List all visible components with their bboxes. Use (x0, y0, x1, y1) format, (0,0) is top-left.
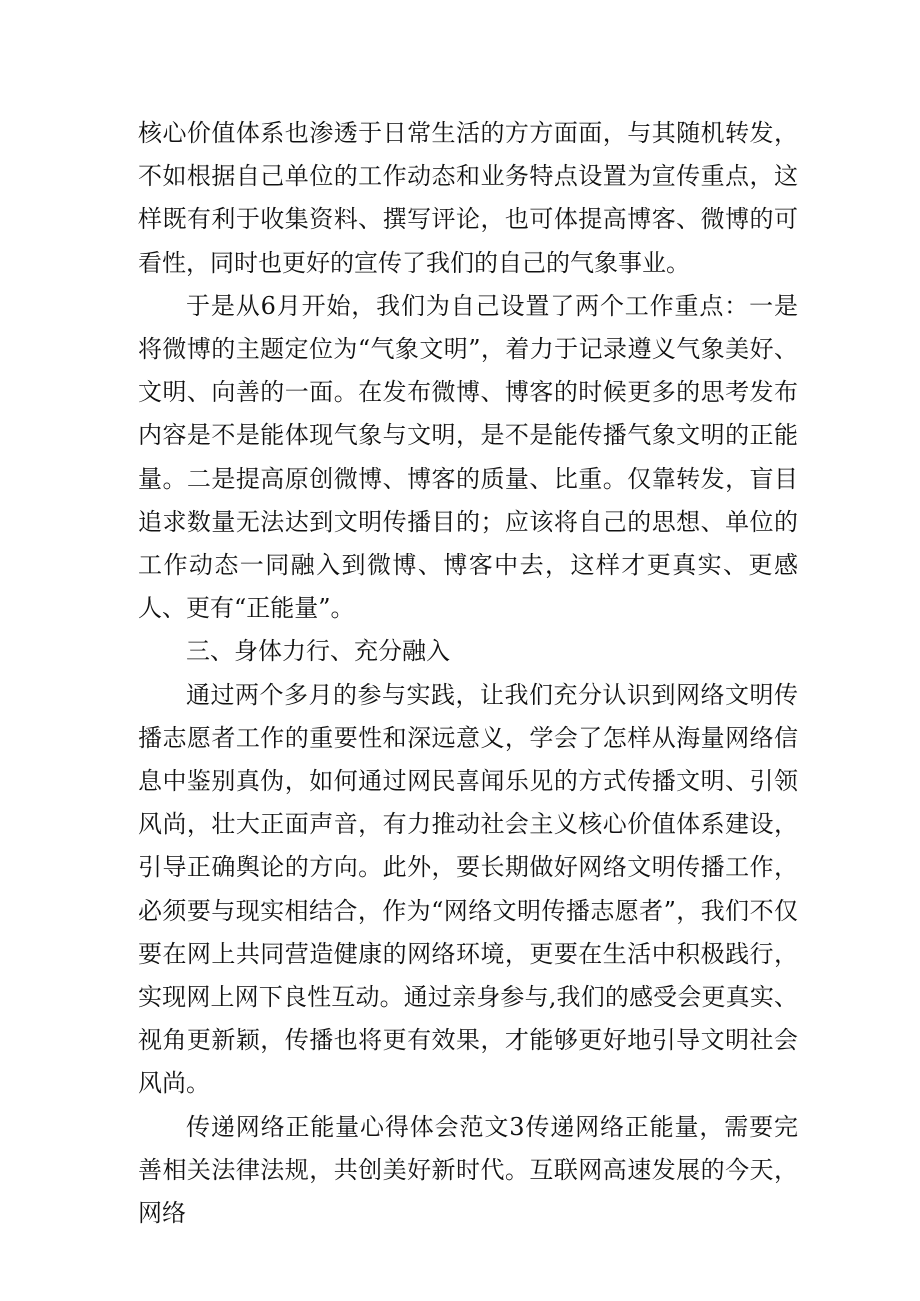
paragraph-sample-three: 传递网络正能量心得体会范文3传递网络正能量，需要完善相关法律法规，共创美好新时代。互联网高速发展的今天，网络 (138, 1112, 798, 1228)
paragraph-continuation: 核心价值体系也渗透于日常生活的方方面面，与其随机转发，不如根据自己单位的工作动态和业务特点设置为宣传重点，这样既有利于收集资料、撰写评论，也可体提高博客、微博的可看性，同时也更好的宣传了我们的自己的气象事业。 (138, 119, 798, 277)
section-heading: 三、身体力行、充分融入 (186, 637, 450, 666)
document-page (138, 112, 798, 1235)
paragraph-work-focus: 于是从6月开始，我们为自己设置了两个工作重点：一是将微博的主题定位为“气象文明”，着力于记录遵义气象美好、文明、向善的一面。在发布微博、博客的时候更多的思考发布内容是不是能体现气象与文明，是不是能传播气象文明的正能量。二是提高原创微博、博客的质量、比重。仅靠转发，盲目追求数量无法达到文明传播目的；应该将自己的思想、单位的工作动态一同融入到微博、博客中去，这样才更真实、更感人、更有“正能量”。 (138, 291, 798, 623)
paragraph-practice: 通过两个多月的参与实践，让我们充分认识到网络文明传播志愿者工作的重要性和深远意义，学会了怎样从海量网络信息中鉴别真伪，如何通过网民喜闻乐见的方式传播文明、引领风尚，壮大正面声音，有力推动社会主义核心价值体系建设，引导正确舆论的方向。此外，要长期做好网络文明传播工作，必须要与现实相结合，作为“网络文明传播志愿者”，我们不仅要在网上共同营造健康的网络环境，更要在生活中积极践行，实现网上网下良性互动。通过亲身参与,我们的感受会更真实、视角更新颖，传播也将更有效果，才能够更好地引导文明社会风尚。 (138, 680, 798, 1098)
